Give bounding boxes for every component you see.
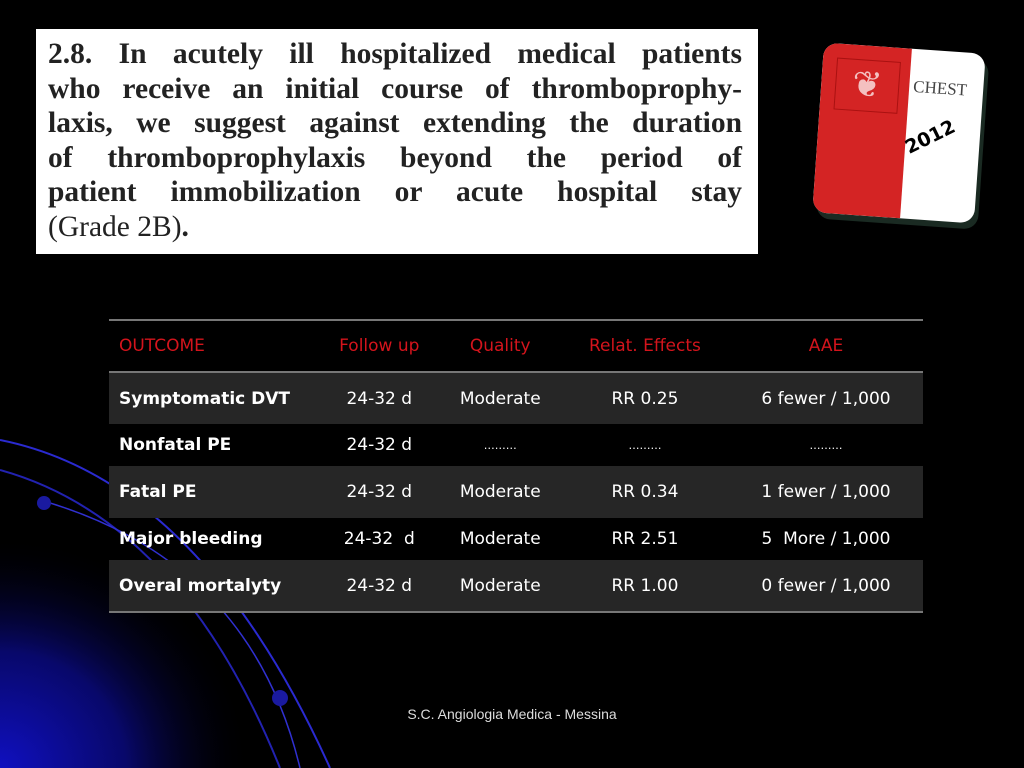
cell: Symptomatic DVT xyxy=(119,388,291,409)
header-cell: Relat. Effects xyxy=(588,336,701,356)
cell: 0 fewer / 1,000 xyxy=(761,575,891,596)
cell: 24-32 d xyxy=(346,435,413,455)
recommendation-quote xyxy=(36,29,758,254)
cell: 5 More / 1,000 xyxy=(761,529,891,549)
grade-period: . xyxy=(181,210,189,243)
cell: 24-32 d xyxy=(343,529,415,549)
cell: 24-32 d xyxy=(346,388,413,409)
cell: Fatal PE xyxy=(119,482,197,502)
cell: RR 0.25 xyxy=(611,388,679,409)
table-header-row xyxy=(109,320,923,372)
header-cell: AAE xyxy=(808,336,844,356)
book-title: CHEST xyxy=(912,76,968,100)
cell: Moderate xyxy=(459,482,541,502)
cell: Overal mortalyty xyxy=(119,575,282,596)
cell: ……… xyxy=(809,438,843,452)
cell: Moderate xyxy=(459,388,541,409)
book-year: 2012 xyxy=(901,115,959,159)
slide-footer: S.C. Angiologia Medica - Messina xyxy=(407,706,617,722)
cell: 1 fewer / 1,000 xyxy=(761,482,891,502)
cell: 6 fewer / 1,000 xyxy=(761,388,891,409)
header-cell: OUTCOME xyxy=(119,336,205,356)
cell: 24-32 d xyxy=(346,575,413,596)
quote-line: who receive an initial course of thromboprophy- xyxy=(48,72,742,105)
table-row xyxy=(109,466,923,518)
table-row xyxy=(109,424,923,466)
chest-guidelines-book-image xyxy=(812,43,985,224)
cell: Moderate xyxy=(459,529,541,549)
quote-line: of thromboprophylaxis beyond the period of xyxy=(48,141,742,174)
cell: ……… xyxy=(483,438,517,452)
lung-icon: ❦ xyxy=(833,57,900,113)
grade-label: (Grade 2B) xyxy=(48,210,182,243)
cell: RR 2.51 xyxy=(611,529,679,549)
header-cell: Follow up xyxy=(339,336,420,356)
cell: RR 0.34 xyxy=(611,482,679,502)
quote-line: laxis, we suggest against extending the duration xyxy=(48,107,742,140)
cell: Major bleeding xyxy=(119,529,263,549)
cell: Moderate xyxy=(459,575,541,596)
cell: Nonfatal PE xyxy=(119,435,232,455)
quote-line: 2.8. In acutely ill hospitalized medical patients xyxy=(48,38,742,70)
quote-line: patient immobilization or acute hospital stay xyxy=(48,176,742,209)
cell: RR 1.00 xyxy=(611,575,679,596)
cell: ……… xyxy=(628,438,662,452)
table-row xyxy=(109,518,923,560)
cell: 24-32 d xyxy=(346,482,413,502)
table-row xyxy=(109,372,923,424)
table-row xyxy=(109,560,923,612)
outcomes-table xyxy=(109,319,923,613)
header-cell: Quality xyxy=(469,336,531,356)
